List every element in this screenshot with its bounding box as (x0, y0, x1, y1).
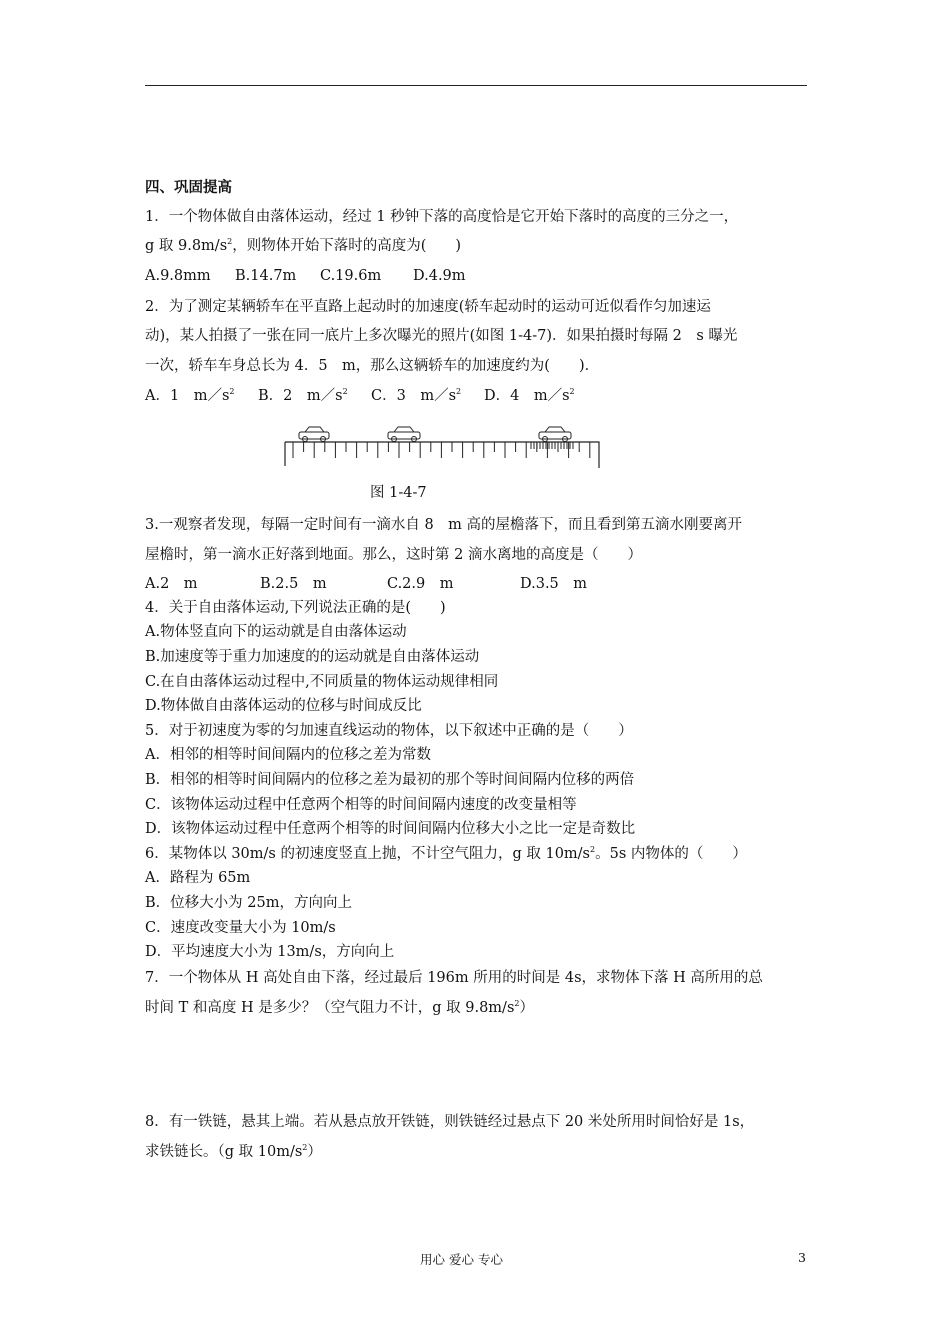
q1-line1: 1．一个物体做自由落体运动，经过 1 秒钟下落的高度恰是它开始下落时的高度的三分之一， (145, 209, 739, 225)
q2-option-b: B．2 $m/s^2$ (258, 387, 348, 404)
q3-option-a: A.2 m (145, 576, 198, 592)
q1-options (145, 266, 466, 286)
q2-option-d: D．4 $m/s^2$ (484, 387, 575, 404)
q2-line2: 动)，某人拍摄了一张在同一底片上多次曝光的照片(如图 1-4-7)．如果拍摄时每隔 2 s 曝光 (145, 328, 738, 344)
q5-stem: 5．对于初速度为零的匀加速直线运动的物体，以下叙述中正确的是（ ） (145, 723, 633, 739)
footer-slogan: 用心 爱心 专心 (420, 1252, 503, 1267)
q5-option-a: A．相邻的相等时间间隔内的位移之差为常数 (145, 747, 431, 763)
section-title: 四、巩固提高 (145, 179, 232, 196)
q5-option-d: D．该物体运动过程中任意两个相等的时间间隔内位移大小之比一定是奇数比 (145, 821, 636, 837)
ruler-ticks (293, 442, 590, 458)
q6-option-a: A．路程为 65m (145, 870, 251, 886)
q1-option-d: D.4.9m (413, 268, 466, 284)
q5-option-c: C．该物体运动过程中任意两个相等的时间间隔内速度的改变量相等 (145, 797, 577, 813)
q6-option-b: B．位移大小为 25m，方向向上 (145, 895, 352, 911)
q2-line3: 一次，轿车车身总长为 4．5 m，那么这辆轿车的加速度约为( )． (145, 358, 600, 374)
q8-line2: 求铁链长。（g 取 $10m/s^2$） (145, 1143, 322, 1160)
q8-line1: 8．有一铁链，悬其上端。若从悬点放开铁链，则铁链经过悬点下 20 米处所用时间恰好是 1s， (145, 1114, 755, 1130)
q7-line1: 7．一个物体从 H 高处自由下落，经过最后 196m 所用的时间是 4s，求物体下落 H 高所用的总 (145, 970, 763, 986)
q3-options (145, 574, 587, 594)
car-3 (539, 427, 571, 442)
q7-line2: 时间 T 和高度 H 是多少？（空气阻力不计，g 取 $9.8m/s^2$） (145, 999, 534, 1016)
q2-options (145, 386, 575, 406)
q1-option-c: C.19.6m (320, 268, 382, 284)
q3-line1: 3.一观察者发现，每隔一定时间有一滴水自 8 m 高的屋檐落下，而且看到第五滴水刚要离开 (145, 517, 743, 533)
car-2 (388, 427, 420, 442)
figure-caption: 图 1-4-7 (370, 485, 427, 501)
page-number: 3 (798, 1250, 806, 1265)
q1-option-b: B.14.7m (235, 268, 297, 284)
q1-line2: g 取 $9.8m/s^2$，则物体开始下落时的高度为( ) (145, 237, 462, 254)
q1-option-a: A.9.8mm (145, 268, 211, 284)
q6-option-d: D．平均速度大小为 13m/s，方向向上 (145, 944, 395, 960)
q5-option-b: B．相邻的相等时间间隔内的位移之差为最初的那个等时间间隔内位移的两倍 (145, 772, 635, 788)
q2-line1: 2．为了测定某辆轿车在平直路上起动时的加速度(轿车起动时的运动可近似看作匀加速运 (145, 299, 711, 315)
q4-option-d: D.物体做自由落体运动的位移与时间成反比 (145, 698, 422, 714)
q6-option-c: C．速度改变量大小为 10m/s (145, 920, 336, 936)
q3-option-c: C.2.9 m (387, 576, 454, 592)
q4-option-c: C.在自由落体运动过程中,不同质量的物体运动规律相同 (145, 674, 499, 690)
q4-stem: 4．关于自由落体运动,下列说法正确的是( ) (145, 600, 446, 616)
q3-option-d: D.3.5 m (520, 576, 588, 592)
q2-option-a: A．1 $m/s^2$ (145, 387, 235, 404)
car-1 (299, 427, 329, 442)
q4-option-a: A.物体竖直向下的运动就是自由落体运动 (145, 624, 407, 640)
q4-option-b: B.加速度等于重力加速度的的运动就是自由落体运动 (145, 649, 480, 665)
q2-option-c: C．3 $m/s^2$ (371, 387, 462, 404)
q3-option-b: B.2.5 m (260, 576, 327, 592)
car-ruler-figure (283, 422, 603, 472)
q3-line2: 屋檐时，第一滴水正好落到地面。那么，这时第 2 滴水离地的高度是（ ） (145, 547, 642, 563)
q6-stem: 6．某物体以 30m/s 的初速度竖直上抛，不计空气阻力，g 取 $10m/s^2$。5s 内物体的（ ） (145, 845, 747, 862)
header-rule (145, 85, 807, 86)
